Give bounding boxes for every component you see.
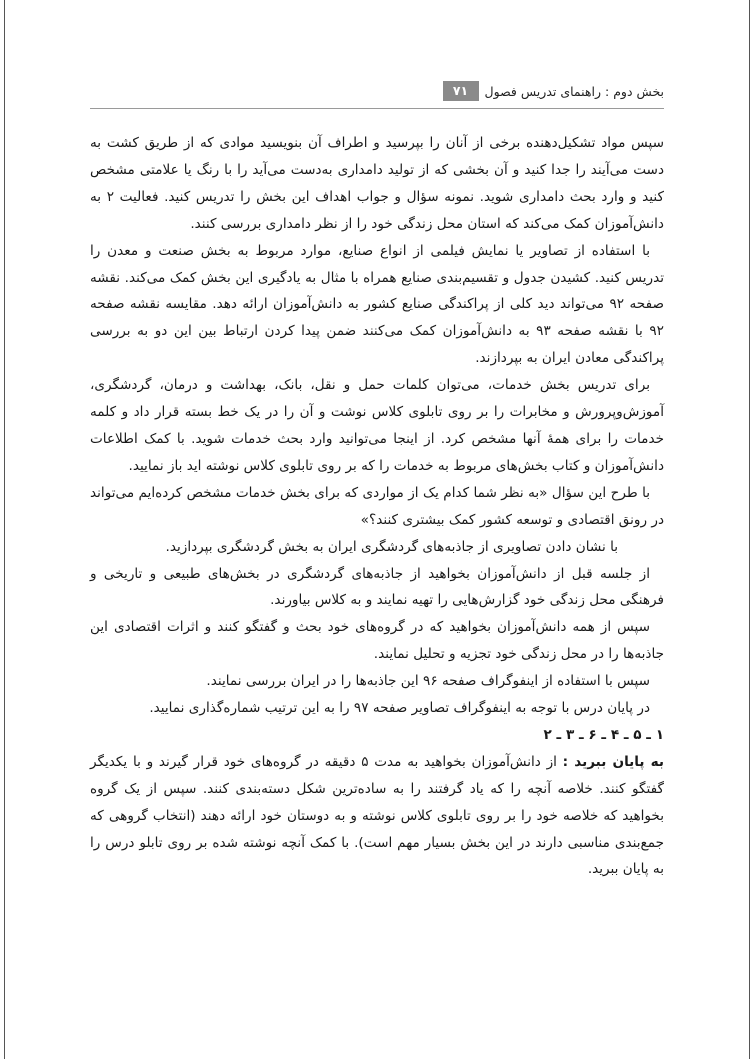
body-text: [90, 130, 664, 883]
paragraph-question: با طرح این سؤال «به نظر شما کدام یک از مواردی که برای بخش خدمات مشخص کرده‌ایم می‌تواند در رونق اقتصادی و توسعه کشور کمک بیشتری کنند؟»: [90, 484, 664, 528]
header-divider: [90, 108, 664, 109]
header-title: بخش دوم : راهنمای تدریس فصول: [484, 83, 664, 99]
page-number: ۷۱: [443, 81, 479, 101]
paragraph-services: برای تدریس بخش خدمات، می‌توان کلمات حمل و نقل، بانک، بهداشت و درمان، گردشگری، آموزش‌وپرورش و مخابرات را بر روی تابلوی کلاس نوشت و آن را در یک خط بسته قرار داد و کلمه خدمات را برای همهٔ آنها مشخص کرد. از اینجا می‌توانید وارد بحث خدمات شوید. با کمک اطلاعات دانش‌آموزان و کتاب بخش‌های مربوط به خدمات را که بر روی تابلوی کلاس نوشته اید باز نمایید.: [90, 377, 664, 474]
page-border-left: [4, 0, 5, 1059]
paragraph-group-discussion: سپس از همه دانش‌آموزان بخواهید که در گروه‌های خود بحث و گفتگو کنند و اثرات اقتصادی این جاذبه‌ها را در محل زندگی خود تجزیه و تحلیل نمایند.: [90, 619, 664, 663]
closing-text: از دانش‌آموزان بخواهید به مدت ۵ دقیقه در گروه‌های خود قرار گیرند و با یکدیگر گفتگو کنند. خلاصه آنچه را که یاد گرفتند را به ساده‌ترین شکل دسته‌بندی کنند. سپس از یک گروه بخواهید که خلاصه خود را بر روی تابلوی کلاس نوشته و به دوستان خود ارائه دهند (انتخاب گروهی که جمع‌بندی مناسبی دارند در این بخش بسیار مهم است). با کمک آنچه نوشته شده بر روی تابلو درس را به پایان ببرید.: [90, 753, 664, 878]
paragraph-reports: از جلسه قبل از دانش‌آموزان بخواهید از جاذبه‌های گردشگری در بخش‌های طبیعی و تاریخی و فرهنگی محل زندگی خود گزارش‌هایی را تهیه نمایند و به کلاس بیاورند.: [90, 565, 664, 609]
paragraph-infograph-96: سپس با استفاده از اینفوگراف صفحه ۹۶ این جاذبه‌ها را در ایران بررسی نمایند.: [206, 673, 650, 690]
page-border-right: [749, 0, 750, 1059]
running-header: [443, 80, 664, 102]
closing-lead: به پایان ببرید :: [562, 753, 664, 770]
paragraph-tourism: با نشان دادن تصاویری از جاذبه‌های گردشگری ایران به بخش گردشگری بپردازید.: [165, 538, 618, 555]
numbering-sequence: ۱ ـ ۵ ـ ۴ ـ ۶ ـ ۳ ـ ۲: [543, 726, 664, 743]
paragraph-livestock: سپس مواد تشکیل‌دهنده برخی از آنان را بپرسید و اطراف آن بنویسید موادی که از طریق کشت به دست می‌آیند را جدا کنید و آن بخشی که از تولید دامداری به‌دست می‌آید را با رنگ یا علامتی مشخص کنید و وارد بحث دامداری شوید. نمونه سؤال و جواب اهداف این بخش را تدریس کنید. فعالیت ۲ به دانش‌آموزان کمک می‌کند که استان محل زندگی خود را از نظر دامداری بررسی کنند.: [90, 135, 664, 232]
paragraph-industry: با استفاده از تصاویر یا نمایش فیلمی از انواع صنایع، موارد مربوط به بخش صنعت و معدن را تدریس کنید. کشیدن جدول و تقسیم‌بندی صنایع همراه با مثال به یادگیری این بخش کمک می‌کند. نقشه صفحه ۹۲ می‌تواند دید کلی از پراکندگی صنایع کشور به دانش‌آموزان ارائه دهد. مقایسه نقشه صفحه ۹۲ با نقشه صفحه ۹۳ به دانش‌آموزان کمک می‌کنند ضمن پیدا کردن ارتباط بین این دو به بررسی پراکندگی معادن ایران به بپردازند.: [90, 242, 664, 367]
paragraph-closing: [90, 749, 664, 884]
paragraph-infograph-97: در پایان درس با توجه به اینفوگراف تصاویر صفحه ۹۷ را به این ترتیب شماره‌گذاری نمایید.: [149, 700, 650, 717]
